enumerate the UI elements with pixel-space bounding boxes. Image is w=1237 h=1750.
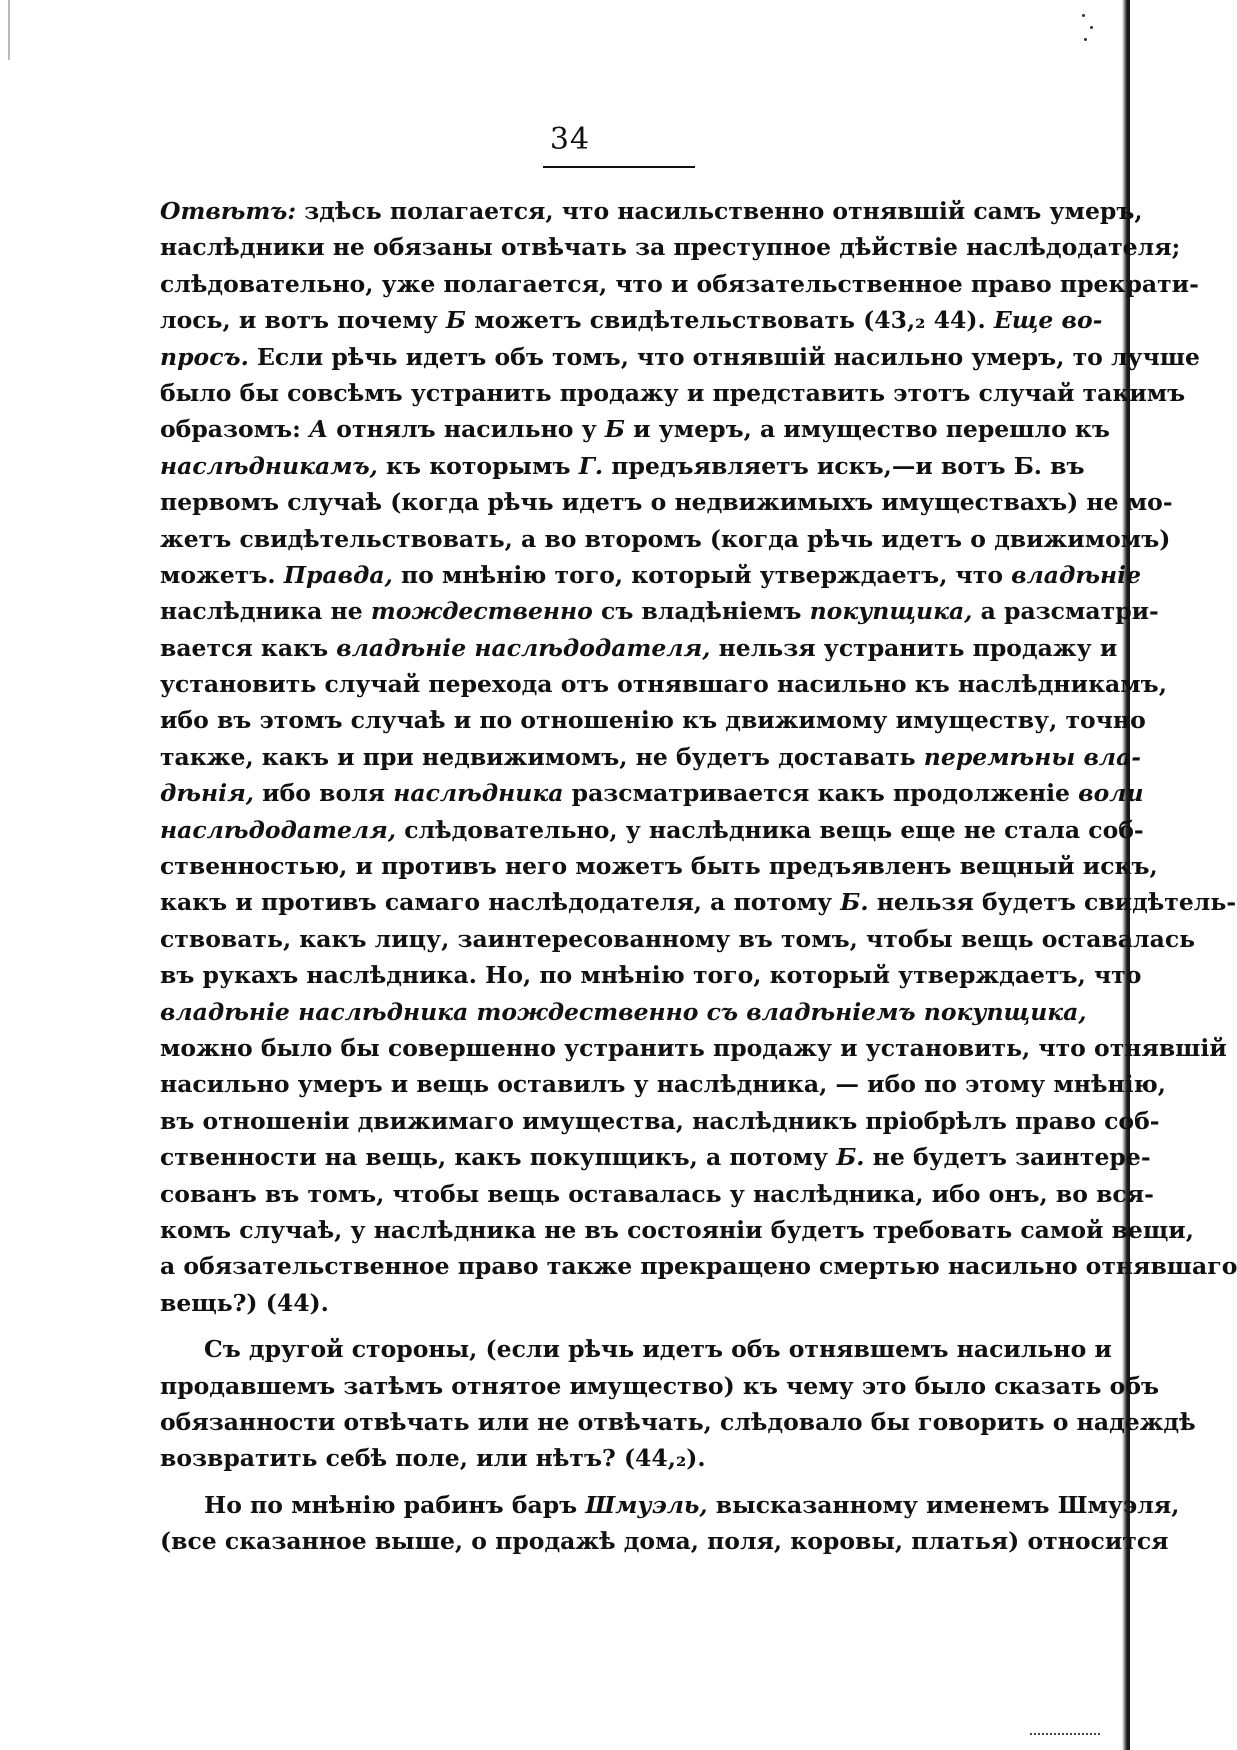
text-run: образомъ: xyxy=(160,415,309,444)
text-run: первомъ случаѣ (когда рѣчь идетъ о недвижимыхъ имуществахъ) не мо- xyxy=(160,488,1173,517)
text-run: можетъ. xyxy=(160,560,284,589)
text-line xyxy=(160,921,1196,957)
text-run: также, какъ и при недвижимомъ, не будетъ доставать xyxy=(160,742,924,771)
text-run: вещь?) (44). xyxy=(160,1288,329,1317)
italic-text-run: наслѣдодателя, xyxy=(160,815,397,844)
italic-text-run: Шмуэль, xyxy=(585,1490,708,1519)
text-run: (все сказанное выше, о продажѣ дома, поля, коровы, платья) относится xyxy=(160,1527,1169,1556)
text-run: было бы совсѣмъ устранить продажу и представить этотъ случай такимъ xyxy=(160,378,1186,407)
text-run: слѣдовательно, у наслѣдника вещь еще не стала соб- xyxy=(396,815,1144,844)
italic-text-run: Б xyxy=(445,306,467,335)
text-run: установить случай перехода отъ отнявшаго насильно къ наслѣдникамъ, xyxy=(160,670,1167,699)
text-run: разсматривается какъ продолженіе xyxy=(563,779,1079,808)
text-line xyxy=(160,1139,1151,1175)
text-run: въ отношеніи движимаго имущества, наслѣдникъ пріобрѣлъ право соб- xyxy=(160,1106,1160,1135)
italic-text-run: владѣніе наслѣдника тождественно съ владѣніемъ покупщика, xyxy=(160,997,1087,1026)
text-line xyxy=(160,630,1118,666)
scan-left-mark xyxy=(8,0,10,60)
text-line xyxy=(160,1331,1112,1367)
italic-text-run: Правда, xyxy=(283,560,393,589)
text-line xyxy=(160,1487,1180,1523)
text-run: Если рѣчь идетъ объ томъ, что отнявшій насильно умеръ, то лучше xyxy=(248,342,1201,371)
text-run: нельзя устранить продажу и xyxy=(710,633,1118,662)
paragraph xyxy=(160,193,1237,1321)
text-run: Но по мнѣнію рабинъ баръ xyxy=(204,1490,586,1519)
text-run: не будетъ заинтере- xyxy=(864,1143,1151,1172)
text-run: наслѣдника не xyxy=(160,597,371,626)
text-run: сованъ въ томъ, чтобы вещь оставалась у наслѣдника, ибо онъ, во вся- xyxy=(160,1179,1154,1208)
text-line xyxy=(160,1176,1154,1212)
text-line xyxy=(160,1030,1227,1066)
italic-text-run: дѣнія, xyxy=(160,779,254,808)
text-line xyxy=(160,411,1110,447)
italic-text-run: А xyxy=(308,415,329,444)
text-line xyxy=(160,739,1142,775)
text-line xyxy=(160,266,1199,302)
text-line xyxy=(160,702,1146,738)
text-run: комъ случаѣ, у наслѣдника не въ состояніи будетъ требовать самой вещи, xyxy=(160,1215,1194,1244)
text-line xyxy=(160,1404,1196,1440)
text-run: ственности на вещь, какъ покупщикъ, а потому xyxy=(160,1143,837,1172)
text-run: обязанности отвѣчать или не отвѣчать, слѣдовало бы говорить о надеждѣ xyxy=(160,1407,1196,1436)
text-run: лось, и вотъ почему xyxy=(160,306,446,335)
italic-text-run: владѣніе наслѣдодателя, xyxy=(336,633,711,662)
italic-text-run: перемѣны вла- xyxy=(923,742,1142,771)
text-run: здѣсь полагается, что насильственно отнявшій самъ умеръ, xyxy=(296,197,1143,225)
text-line xyxy=(160,448,1085,484)
text-line xyxy=(160,557,1142,593)
text-run: вается какъ xyxy=(160,633,337,662)
text-line xyxy=(160,193,1143,229)
text-run: въ рукахъ наслѣдника. Но, по мнѣнію того, который утверждаетъ, что xyxy=(160,961,1142,990)
paragraph xyxy=(160,1331,1196,1477)
text-run: съ владѣніемъ xyxy=(592,597,810,626)
text-run: высказанному именемъ Шмуэля, xyxy=(707,1490,1180,1519)
italic-text-run: Еще во- xyxy=(993,306,1103,335)
text-line xyxy=(160,1066,1166,1102)
text-line xyxy=(160,1248,1237,1284)
italic-text-run: Б. xyxy=(840,888,869,917)
text-line xyxy=(160,666,1167,702)
text-run: по мнѣнію того, который утверждаетъ, что xyxy=(392,560,1012,589)
text-run: нельзя будетъ свидѣтель- xyxy=(868,888,1237,917)
italic-text-run: Г. xyxy=(578,451,604,480)
text-line xyxy=(160,1440,1062,1476)
text-run: Съ другой стороны, (если рѣчь идетъ объ отнявшемъ насильно и xyxy=(204,1335,1112,1364)
italic-text-run: воли xyxy=(1078,779,1144,808)
text-run: а разсматри- xyxy=(972,597,1159,626)
text-line xyxy=(160,229,1181,265)
text-run: ствовать, какъ лицу, заинтересованному въ томъ, чтобы вещь оставалась xyxy=(160,924,1196,953)
paragraph xyxy=(160,1487,1180,1560)
italic-text-run: Б xyxy=(604,415,625,444)
text-run: можетъ свидѣтельствовать (43,₂ 44). xyxy=(466,306,994,335)
text-line xyxy=(160,848,1158,884)
text-run: и умеръ, а имущество перешло къ xyxy=(624,415,1110,444)
italic-text-run: тождественно xyxy=(370,597,593,626)
text-line xyxy=(160,593,1159,629)
italic-text-run: покупщика, xyxy=(809,597,973,626)
text-run: а обязательственное право также прекращено смертью насильно отнявшаго xyxy=(160,1252,1237,1281)
italic-text-run: владѣніе xyxy=(1011,560,1142,589)
text-run: насильно умеръ и вещь оставилъ у наслѣдника, — ибо по этому мнѣнію, xyxy=(160,1070,1166,1099)
text-line xyxy=(160,957,1142,993)
text-line xyxy=(160,994,1087,1030)
scan-dust-marks xyxy=(1080,8,1100,48)
text-run: продавшемъ затѣмъ отнятое имущество) къ чему это было сказать объ xyxy=(160,1371,1160,1400)
text-line xyxy=(160,484,1173,520)
text-line xyxy=(160,1368,1160,1404)
text-line xyxy=(160,1285,1062,1321)
text-run: ибо воля xyxy=(253,779,394,808)
text-run: ственностью, и противъ него можетъ быть предъявленъ вещный искъ, xyxy=(160,852,1158,881)
text-line xyxy=(160,884,1237,920)
italic-text-run: наслѣдникамъ, xyxy=(160,451,378,480)
text-line xyxy=(160,339,1201,375)
text-line xyxy=(160,1523,1169,1559)
text-line xyxy=(160,1212,1194,1248)
text-line xyxy=(160,521,1171,557)
text-run: предъявляетъ искъ,—и вотъ Б. въ xyxy=(603,451,1085,480)
text-run: къ которымъ xyxy=(377,451,579,480)
text-run: наслѣдники не обязаны отвѣчать за преступное дѣйствіе наслѣдодателя; xyxy=(160,233,1181,262)
italic-text-run: наслѣдника xyxy=(393,779,564,808)
text-run: отнялъ насильно у xyxy=(328,415,605,444)
page-number: 34 xyxy=(549,122,591,157)
italic-text-run: просъ. xyxy=(160,342,249,371)
text-run: возвратить себѣ поле, или нѣтъ? (44,₂). xyxy=(160,1444,706,1473)
text-line xyxy=(160,375,1186,411)
text-run: ибо въ этомъ случаѣ и по отношенію къ движимому имуществу, точно xyxy=(160,706,1146,735)
header-rule xyxy=(543,166,695,168)
text-run: жетъ свидѣтельствовать, а во второмъ (когда рѣчь идетъ о движимомъ) xyxy=(160,524,1171,553)
text-run: можно было бы совершенно устранить продажу и установить, что отнявшій xyxy=(160,1033,1227,1062)
scan-bottom-mark xyxy=(1030,1733,1100,1738)
text-line xyxy=(160,302,1103,338)
page-body-text xyxy=(160,193,1237,1559)
text-line xyxy=(160,812,1144,848)
italic-text-run: Отвѣтъ: xyxy=(160,197,297,225)
italic-text-run: Б. xyxy=(836,1143,865,1172)
text-line xyxy=(160,1103,1160,1139)
text-line xyxy=(160,775,1144,811)
text-run: какъ и противъ самаго наслѣдодателя, а потому xyxy=(160,888,841,917)
text-run: слѣдовательно, уже полагается, что и обязательственное право прекрати- xyxy=(160,269,1199,298)
